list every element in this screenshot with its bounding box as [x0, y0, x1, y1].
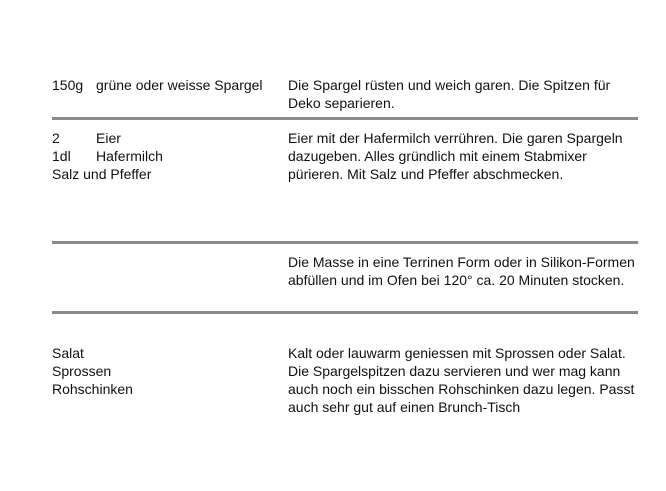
step1-ingredient-1: grüne oder weisse Spargel	[96, 77, 263, 93]
step2-qty-1: 2	[52, 130, 60, 146]
step3-instruction-line: abfüllen und im Ofen bei 120° ca. 20 Minuten stocken.	[288, 272, 625, 288]
step2-instruction-line: pürieren. Mit Salz und Pfeffer abschmecken.	[288, 166, 564, 182]
step4-instruction-line: Die Spargelspitzen dazu servieren und wer mag kann	[288, 363, 621, 379]
step3-instructions	[288, 253, 648, 289]
divider-3	[52, 311, 638, 314]
step4-instruction-line: auch noch ein bisschen Rohschinken dazu legen. Passt	[288, 381, 635, 397]
step4-ingredient-1: Salat	[52, 345, 84, 361]
step3-instruction-line: Die Masse in eine Terrinen Form oder in Silikon-Formen	[288, 254, 635, 270]
step4-instruction-line: auch sehr gut auf einen Brunch-Tisch	[288, 399, 521, 415]
step1-qty-1: 150g	[52, 77, 84, 93]
step4-instruction-line: Kalt oder lauwarm geniessen mit Sprossen oder Salat.	[288, 345, 626, 361]
step2-instruction-line: Eier mit der Hafermilch verrühren. Die garen Spargeln	[288, 130, 623, 146]
step4-instructions	[288, 344, 648, 416]
step2-qty-2: 1dl	[52, 148, 71, 164]
step2-instructions	[288, 129, 648, 183]
step4-ingredient-2: Sprossen	[52, 363, 112, 379]
step2-ingredient-2: Hafermilch	[96, 148, 163, 164]
divider-1	[52, 117, 638, 120]
step2-instruction-line: dazugeben. Alles gründlich mit einem Stabmixer	[288, 148, 587, 164]
step2-ingredient-1: Eier	[96, 130, 121, 146]
step4-ingredient-3: Rohschinken	[52, 381, 133, 397]
step2-extra-ingredient: Salz und Pfeffer	[52, 166, 152, 182]
step1-instruction-line: Deko separieren.	[288, 95, 395, 111]
step1-instruction-line: Die Spargel rüsten und weich garen. Die Spitzen für	[288, 77, 611, 93]
divider-2	[52, 241, 638, 244]
step1-instructions	[288, 76, 648, 112]
